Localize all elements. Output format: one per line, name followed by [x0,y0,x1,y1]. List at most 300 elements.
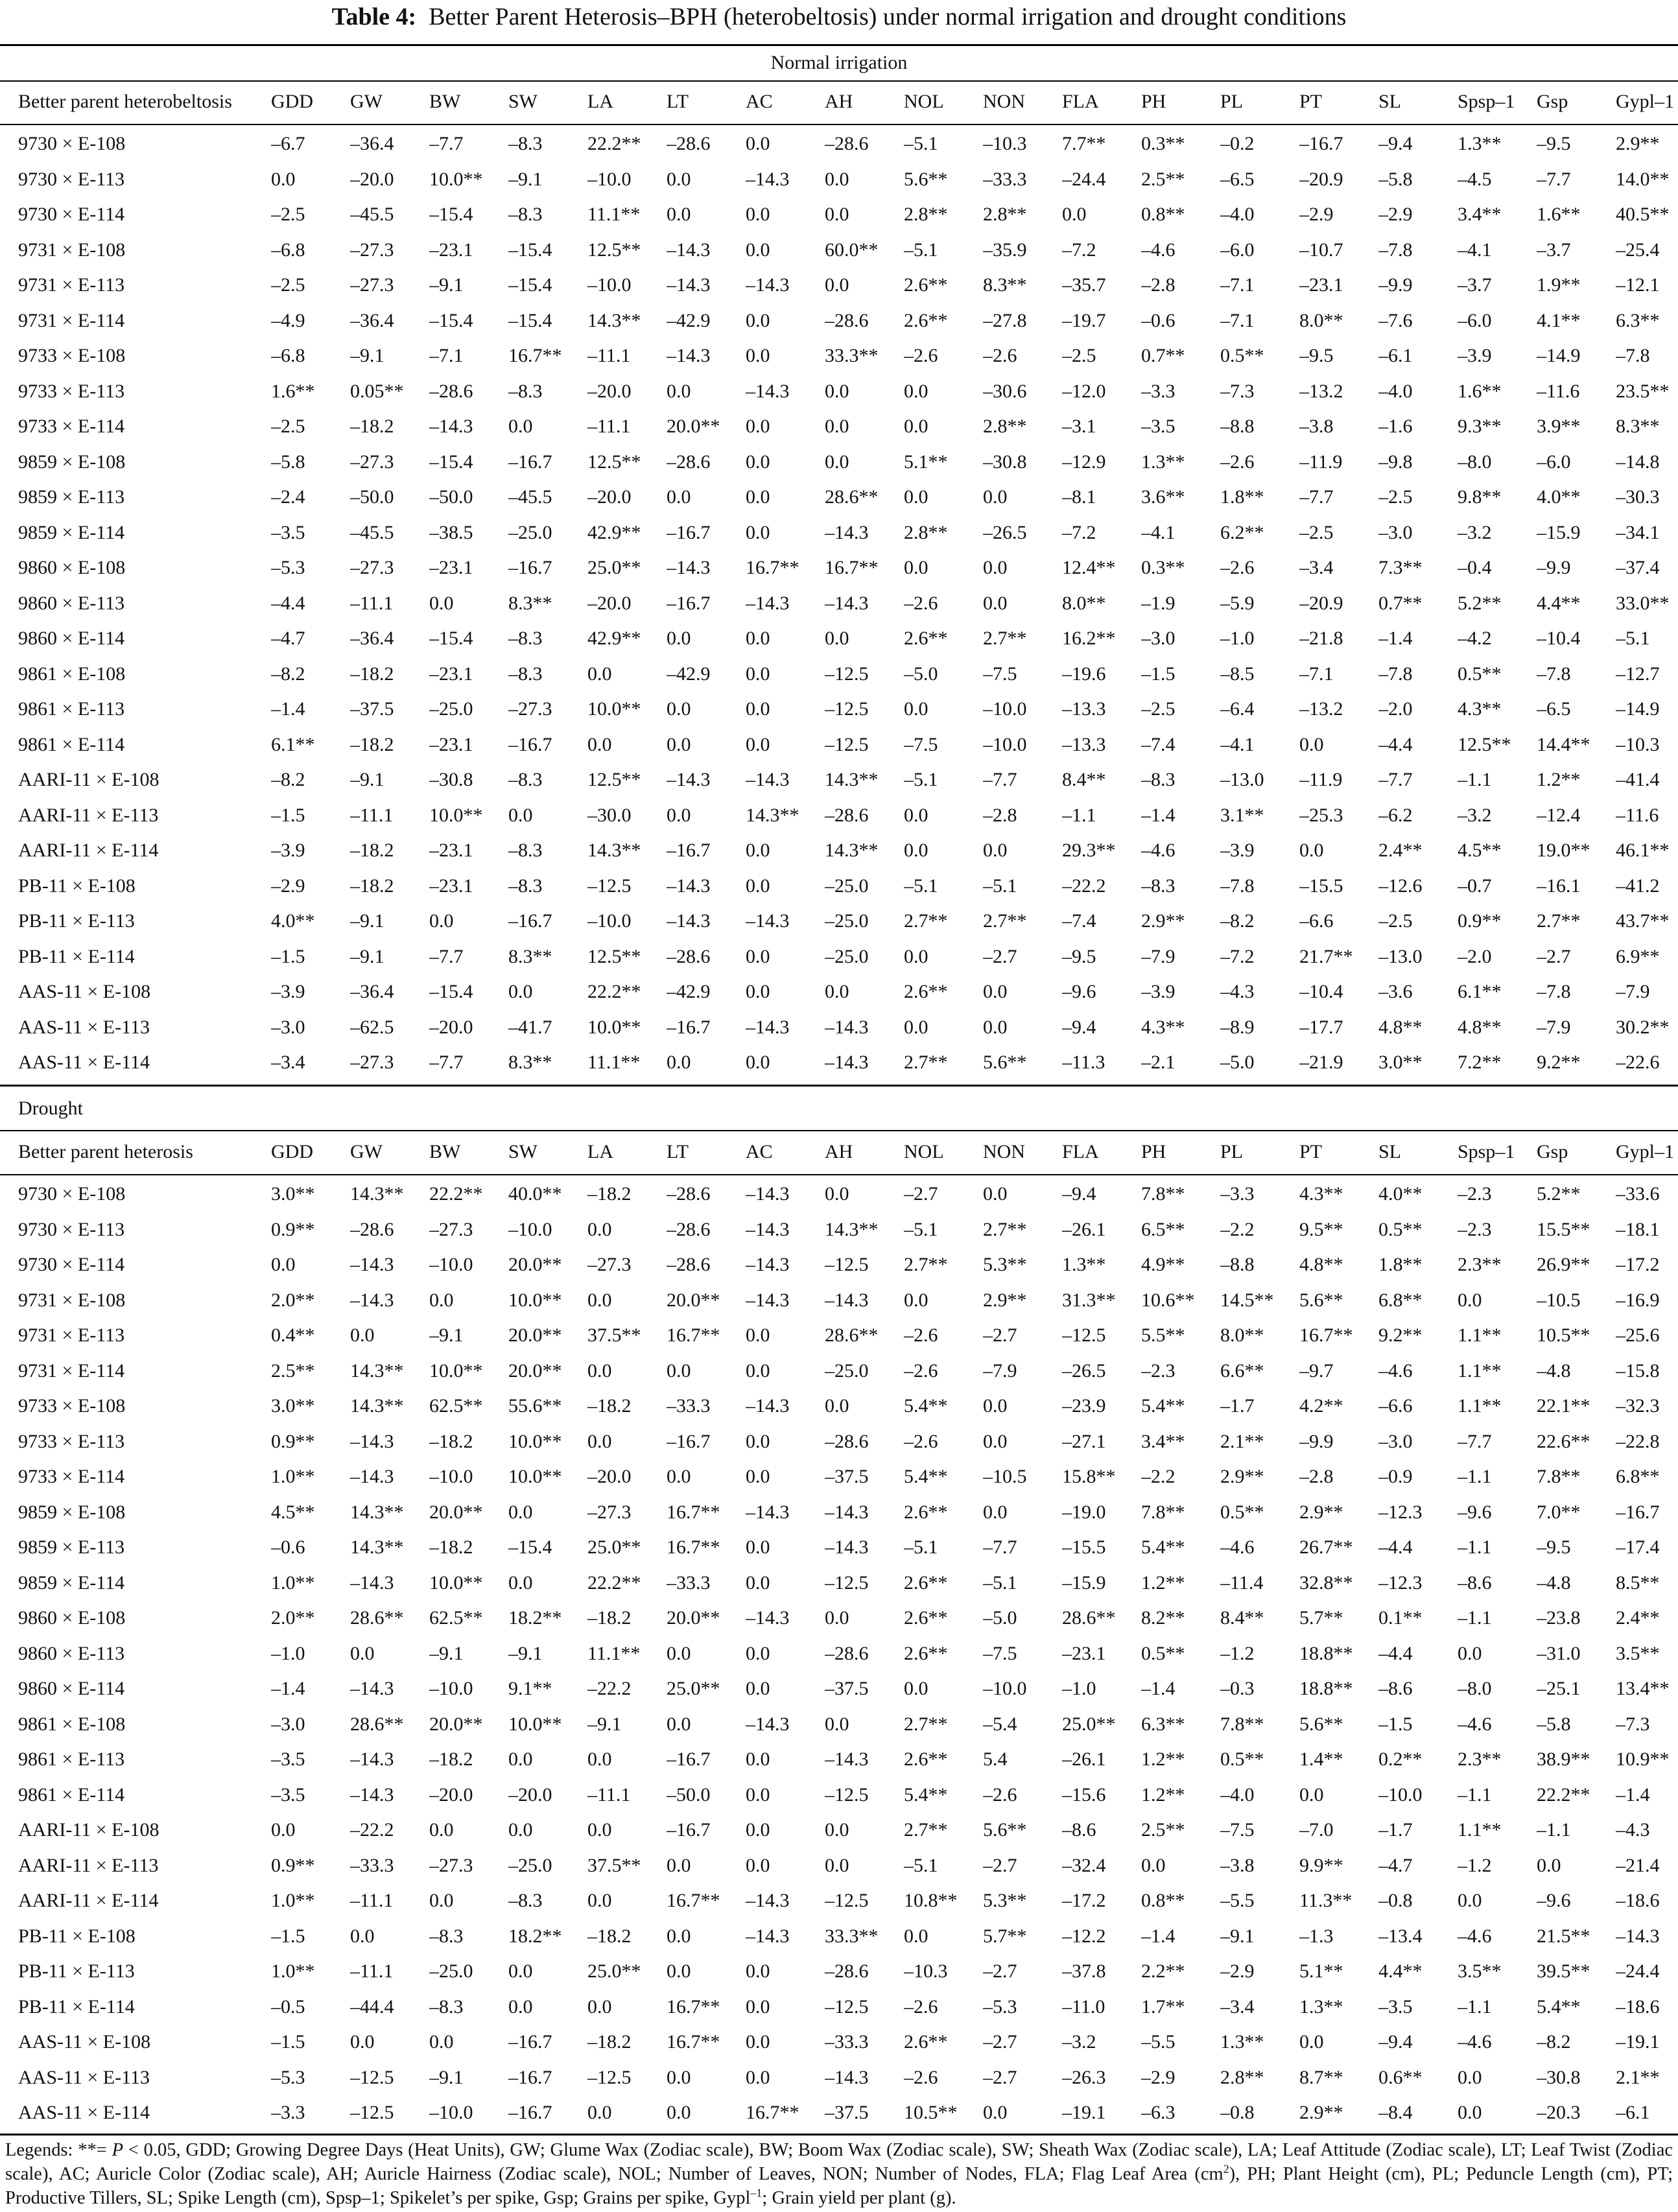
table-cell: 0.0 [746,1995,770,2018]
table-row [0,445,1678,480]
table-cell: –2.6 [983,345,1017,366]
table-cell: –7.7 [429,1052,464,1073]
table-cell: –18.2 [587,1607,632,1629]
table-cell: 2.9** [1220,1466,1264,1487]
table-cell: –5.1 [904,133,938,154]
normal-table-body [0,126,1678,1081]
row-label: 9730 × E-114 [18,204,125,225]
column-header: PT [1299,91,1323,112]
table-cell: –41.4 [1616,769,1660,790]
column-header: AH [825,91,853,112]
table-cell: 4.8** [1299,1254,1343,1275]
table-cell: –33.3 [667,1395,711,1417]
table-cell: 0.0 [667,698,691,720]
table-row [0,2060,1678,2096]
row-label: 9860 × E-113 [18,592,125,614]
table-cell: –1.0 [271,1642,305,1664]
table-cell: –9.1 [508,1642,543,1664]
table-cell: 0.0 [1141,1854,1166,1876]
table-cell: 2.7** [904,1819,948,1841]
table-cell: 0.0 [746,1359,770,1382]
table-cell: 0.0 [746,1854,770,1876]
table-cell: –13.2 [1299,698,1343,720]
table-cell: –6.0 [1537,451,1571,473]
table-cell: 4.8** [1458,1016,1502,1038]
table-cell: –5.1 [983,1571,1017,1594]
table-cell: 4.3** [1458,698,1502,720]
table-cell: –10.3 [983,133,1027,154]
table-cell: –7.2 [1062,521,1096,543]
table-cell: 0.0 [667,1960,691,1982]
table-cell: 0.0 [1458,1642,1482,1664]
table-cell: 1.7** [1141,1995,1185,2018]
table-cell: –27.3 [587,1501,632,1523]
table-cell: 0.0 [904,380,928,402]
table-row [0,1247,1678,1283]
table-cell: –37.5 [350,698,394,720]
table-cell: 0.0 [825,1395,849,1417]
table-cell: 0.0 [825,168,849,190]
table-cell: 4.0** [1378,1183,1423,1205]
table-cell: –44.4 [350,1995,394,2018]
table-cell: 22.6** [1537,1430,1590,1452]
table-cell: –6.0 [1458,309,1492,331]
table-cell: –4.7 [271,628,305,649]
table-cell: –11.1 [587,416,631,437]
table-cell: –15.4 [429,981,473,1002]
table-cell: 33.0** [1616,592,1670,614]
table-cell: 0.0 [825,1183,849,1205]
table-cell: 0.0 [667,380,691,402]
table-cell: –12.9 [1062,451,1106,473]
table-cell: –25.0 [429,1960,473,1982]
table-cell: –27.8 [983,309,1027,331]
table-cell: 23.5** [1616,380,1670,402]
table-cell: –14.3 [667,910,711,932]
table-cell: –37.5 [825,2102,869,2123]
table-cell: –14.3 [350,1748,394,1770]
table-cell: –2.6 [904,2066,938,2088]
table-cell: –7.8 [1378,663,1413,685]
table-cell: –18.6 [1616,1890,1660,1911]
table-row [0,1954,1678,1990]
table-cell: –2.6 [904,345,938,366]
table-cell: 1.9** [1537,274,1581,296]
table-cell: –13.4 [1378,1925,1423,1947]
table-cell: 12.5** [587,451,641,473]
table-cell: –12.5 [825,698,869,720]
table-cell: 0.0 [746,1536,770,1558]
table-cell: –5.3 [271,2066,305,2088]
table-cell: –6.1 [1616,2102,1650,2123]
table-cell: –28.6 [667,945,711,967]
column-header: GW [350,91,383,112]
table-cell: 0.5** [1141,1642,1185,1664]
table-cell: –0.8 [1220,2102,1255,2123]
table-cell: –6.0 [1220,239,1255,261]
row-label: PB-11 × E-114 [18,1995,135,2018]
table-cell: –3.5 [271,1783,305,1806]
table-cell: –25.0 [825,945,869,967]
table-cell: –3.5 [1141,416,1176,437]
table-cell: 0.9** [271,1854,315,1876]
row-label: 9731 × E-108 [18,1289,126,1311]
column-header: LA [587,1141,613,1162]
table-cell: 4.4** [1537,592,1581,614]
row-label: 9861 × E-113 [18,698,125,720]
table-cell: –2.4 [271,486,305,508]
table-cell: –5.9 [1220,592,1255,614]
table-cell: 9.5** [1299,1218,1343,1240]
column-header: AC [746,91,773,112]
table-cell: 0.0 [983,840,1008,861]
table-cell: 1.4** [1299,1748,1343,1770]
table-row [0,268,1678,303]
table-cell: 16.7** [667,1536,720,1558]
table-row [0,550,1678,586]
table-cell: –6.5 [1220,168,1255,190]
table-cell: –36.4 [350,309,394,331]
table-cell: –7.5 [983,663,1017,685]
table-cell: 4.9** [1141,1254,1185,1275]
table-cell: –6.2 [1378,804,1413,826]
table-cell: –3.2 [1458,804,1492,826]
table-cell: –9.9 [1299,1430,1334,1452]
table-cell: –26.1 [1062,1748,1106,1770]
table-cell: –12.5 [825,733,869,755]
table-cell: 22.2** [587,1571,641,1594]
column-header-cross: Better parent heterobeltosis [18,91,232,112]
table-cell: –14.3 [746,168,790,190]
table-cell: 0.0 [746,628,770,649]
table-cell: 5.4** [904,1783,948,1806]
table-cell: –18.2 [587,2031,632,2053]
table-cell: –9.6 [1062,981,1096,1002]
column-header: BW [429,91,461,112]
table-cell: 16.2** [1062,628,1116,649]
table-cell: 0.0 [746,875,770,897]
table-cell: 0.0 [667,804,691,826]
table-cell: 16.7** [746,2102,799,2123]
row-label: 9733 × E-108 [18,1395,126,1417]
table-cell: 5.4** [1537,1995,1581,2018]
table-cell: 0.0 [746,1430,770,1452]
table-cell: –2.8 [1141,274,1176,296]
table-cell: –9.4 [1062,1183,1096,1205]
table-cell: 5.1** [1299,1960,1343,1982]
table-cell: –8.3 [508,1890,543,1911]
table-cell: 0.9** [1458,910,1502,932]
row-label: 9733 × E-113 [18,380,125,402]
row-label: 9731 × E-113 [18,1324,125,1346]
column-header: LT [667,1141,689,1162]
table-cell: 0.0 [746,663,770,685]
table-cell: 2.1** [1220,1430,1264,1452]
table-cell: –2.3 [1458,1183,1492,1205]
table-cell: 2.7** [1537,910,1581,932]
table-cell: –17.2 [1062,1890,1106,1911]
table-cell: –28.6 [825,1642,869,1664]
table-cell: –4.6 [1141,840,1176,861]
table-row [0,515,1678,551]
table-cell: 0.0 [746,204,770,225]
table-cell: 14.3** [350,1183,404,1205]
table-cell: –2.3 [1141,1359,1176,1382]
table-cell: –7.5 [904,733,938,755]
table-row [0,904,1678,939]
table-cell: –22.6 [1616,1052,1660,1073]
table-cell: –28.6 [667,1183,711,1205]
table-cell: –14.3 [825,592,869,614]
table-cell: –3.5 [1378,1995,1413,2018]
table-cell: –13.3 [1062,698,1106,720]
table-cell: 1.1** [1458,1359,1502,1382]
table-cell: 10.0** [587,1016,641,1038]
row-label: 9861 × E-113 [18,1748,125,1770]
row-label: 9731 × E-113 [18,274,125,296]
table-cell: –25.0 [825,875,869,897]
table-cell: –27.1 [1062,1430,1106,1452]
table-cell: –11.1 [587,345,631,366]
table-cell: –9.9 [1378,274,1413,296]
table-cell: 11.1** [587,204,641,225]
table-cell: 5.6** [904,168,948,190]
table-cell: –14.3 [746,1501,790,1523]
table-cell: –0.3 [1220,1678,1255,1699]
column-header: NON [983,91,1025,112]
table-cell: 1.3** [1458,133,1502,154]
table-row [0,727,1678,763]
table-cell: –50.0 [667,1783,711,1806]
table-cell: –3.1 [1062,416,1096,437]
table-cell: 2.6** [904,1501,948,1523]
table-cell: 19.0** [1537,840,1590,861]
table-cell: –26.3 [1062,2066,1106,2088]
table-cell: 15.5** [1537,1218,1590,1240]
table-cell: –7.4 [1141,733,1176,755]
table-cell: 0.5** [1378,1218,1423,1240]
table-cell: 22.2** [587,133,641,154]
table-cell: –10.0 [983,733,1027,755]
table-cell: –18.2 [429,1536,473,1558]
table-cell: –9.5 [1537,133,1571,154]
table-cell: –41.7 [508,1016,552,1038]
table-cell: 29.3** [1062,840,1116,861]
table-cell: –11.9 [1299,769,1343,790]
table-cell: –13.3 [1062,733,1106,755]
table-cell: 0.0 [1299,733,1324,755]
table-cell: –1.1 [1458,769,1492,790]
table-cell: –4.0 [1220,204,1255,225]
table-cell: 6.3** [1141,1713,1185,1735]
table-cell: 14.3** [350,1536,404,1558]
section-rule [0,1130,1678,1131]
table-cell: –33.3 [667,1571,711,1594]
table-cell: –11.6 [1616,804,1659,826]
table-cell: 2.6** [904,981,948,1002]
table-cell: 1.3** [1141,451,1185,473]
table-cell: –2.9 [1378,204,1413,225]
table-row [0,1813,1678,1848]
table-cell: 2.6** [904,628,948,649]
row-label: 9859 × E-114 [18,521,125,543]
table-cell: 10.8** [904,1890,958,1911]
table-cell: –9.5 [1299,345,1334,366]
table-cell: 25.0** [667,1678,720,1699]
table-cell: –14.3 [350,1678,394,1699]
table-cell: –21.9 [1299,1052,1343,1073]
table-cell: 0.0 [825,416,849,437]
table-cell: –7.0 [1299,1819,1334,1841]
table-cell: –2.7 [983,1854,1017,1876]
table-cell: 0.0 [746,1748,770,1770]
table-cell: 1.2** [1537,769,1581,790]
table-cell: –9.1 [350,345,384,366]
table-cell: –7.9 [1537,1016,1571,1038]
table-cell: –4.4 [1378,1642,1413,1664]
table-cell: –6.6 [1299,910,1334,932]
table-row [0,374,1678,410]
table-cell: 28.6** [350,1607,404,1629]
table-row [0,409,1678,445]
table-cell: –2.6 [1220,557,1255,578]
table-cell: 12.5** [587,239,641,261]
table-cell: 10.0** [429,1571,483,1594]
table-cell: –7.3 [1220,380,1255,402]
row-label: 9733 × E-108 [18,345,126,366]
table-cell: –1.1 [1062,804,1096,826]
table-cell: 14.3** [825,840,879,861]
row-label: 9860 × E-108 [18,557,126,578]
table-cell: –14.3 [350,1466,394,1487]
table-cell: –16.7 [508,451,552,473]
table-cell: 0.0 [904,1925,928,1947]
table-cell: 5.6** [1299,1289,1343,1311]
table-cell: –2.9 [1141,2066,1176,2088]
table-row [0,798,1678,834]
table-cell: –9.4 [1378,133,1413,154]
table-cell: –14.3 [350,1254,394,1275]
table-cell: –18.2 [350,733,394,755]
table-cell: –18.2 [587,1183,632,1205]
table-cell: 0.0 [587,1995,612,2018]
table-cell: –16.7 [508,2066,552,2088]
table-cell: –11.1 [350,1960,394,1982]
table-cell: 20.0** [429,1713,483,1735]
table-cell: 8.0** [1220,1324,1264,1346]
table-cell: –30.8 [983,451,1027,473]
table-cell: 13.4** [1616,1678,1670,1699]
table-cell: –10.3 [1616,733,1660,755]
table-cell: 3.1** [1220,804,1264,826]
table-cell: –14.3 [429,416,473,437]
table-cell: –22.2 [587,1678,632,1699]
table-cell: 0.0 [746,1783,770,1806]
table-cell: –33.3 [983,168,1027,190]
table-cell: –5.1 [983,875,1017,897]
table-cell: –4.6 [1220,1536,1255,1558]
table-cell: –1.7 [1378,1819,1413,1841]
table-cell: 0.0 [904,698,928,720]
row-label: PB-11 × E-108 [18,875,136,897]
column-header: SL [1378,91,1402,112]
table-cell: –1.1 [1458,1607,1492,1629]
table-cell: –8.3 [508,663,543,685]
table-cell: –5.1 [904,1854,938,1876]
table-cell: 0.0 [825,628,849,649]
table-cell: –20.9 [1299,592,1343,614]
table-cell: 0.0 [587,1430,612,1452]
table-cell: –3.0 [1141,628,1176,649]
table-row [0,1778,1678,1813]
table-cell: 6.1** [271,733,315,755]
table-cell: –3.4 [271,1052,305,1073]
table-cell: 1.1** [1458,1395,1502,1417]
table-cell: 5.6** [983,1052,1027,1073]
table-cell: 3.0** [271,1183,315,1205]
table-cell: –2.2 [1141,1466,1176,1487]
table-cell: 8.3** [983,274,1027,296]
table-cell: –16.7 [508,733,552,755]
row-label: 9731 × E-114 [18,1359,125,1382]
table-cell: 5.6** [983,1819,1027,1841]
table-cell: 10.0** [587,698,641,720]
table-cell: 28.6** [350,1713,404,1735]
table-cell: 5.7** [983,1925,1027,1947]
table-cell: 25.0** [587,1536,641,1558]
table-cell: 4.3** [1141,1016,1185,1038]
table-cell: –19.1 [1616,2031,1660,2053]
table-cell: –25.3 [1299,804,1343,826]
table-cell: –9.1 [429,1324,464,1346]
table-cell: 14.3** [350,1501,404,1523]
table-cell: –9.4 [1378,2031,1413,2053]
table-cell: –6.1 [1378,345,1413,366]
table-cell: 39.5** [1537,1960,1590,1982]
table-cell: 22.1** [1537,1395,1590,1417]
table-cell: –8.2 [1220,910,1255,932]
table-cell: 14.3** [587,840,641,861]
table-cell: –28.6 [667,1218,711,1240]
table-cell: –16.7 [667,1819,711,1841]
table-cell: 0.7** [1378,592,1423,614]
table-cell: –8.1 [1062,486,1096,508]
table-cell: –27.3 [350,239,394,261]
table-cell: –15.8 [1616,1359,1660,1382]
table-cell: –31.0 [1537,1642,1581,1664]
table-cell: 0.0 [825,1607,849,1629]
table-cell: –50.0 [429,486,473,508]
table-cell: –42.9 [667,663,711,685]
table-cell: –27.3 [350,557,394,578]
table-cell: –1.0 [1062,1678,1096,1699]
table-cell: –27.3 [350,1052,394,1073]
table-cell: 42.9** [587,628,641,649]
table-cell: –1.7 [1220,1395,1255,1417]
table-cell: –28.6 [667,451,711,473]
table-cell: 0.0 [667,1359,691,1382]
table-cell: 0.0 [429,1289,454,1311]
table-cell: 0.0 [904,945,928,967]
table-cell: –2.7 [904,1183,938,1205]
table-cell: –8.2 [271,769,305,790]
row-label: 9859 × E-113 [18,486,125,508]
table-cell: –19.6 [1062,663,1106,685]
table-cell: –16.7 [667,1016,711,1038]
table-cell: 16.7** [667,1501,720,1523]
table-cell: –36.4 [350,981,394,1002]
table-cell: –1.5 [271,804,305,826]
